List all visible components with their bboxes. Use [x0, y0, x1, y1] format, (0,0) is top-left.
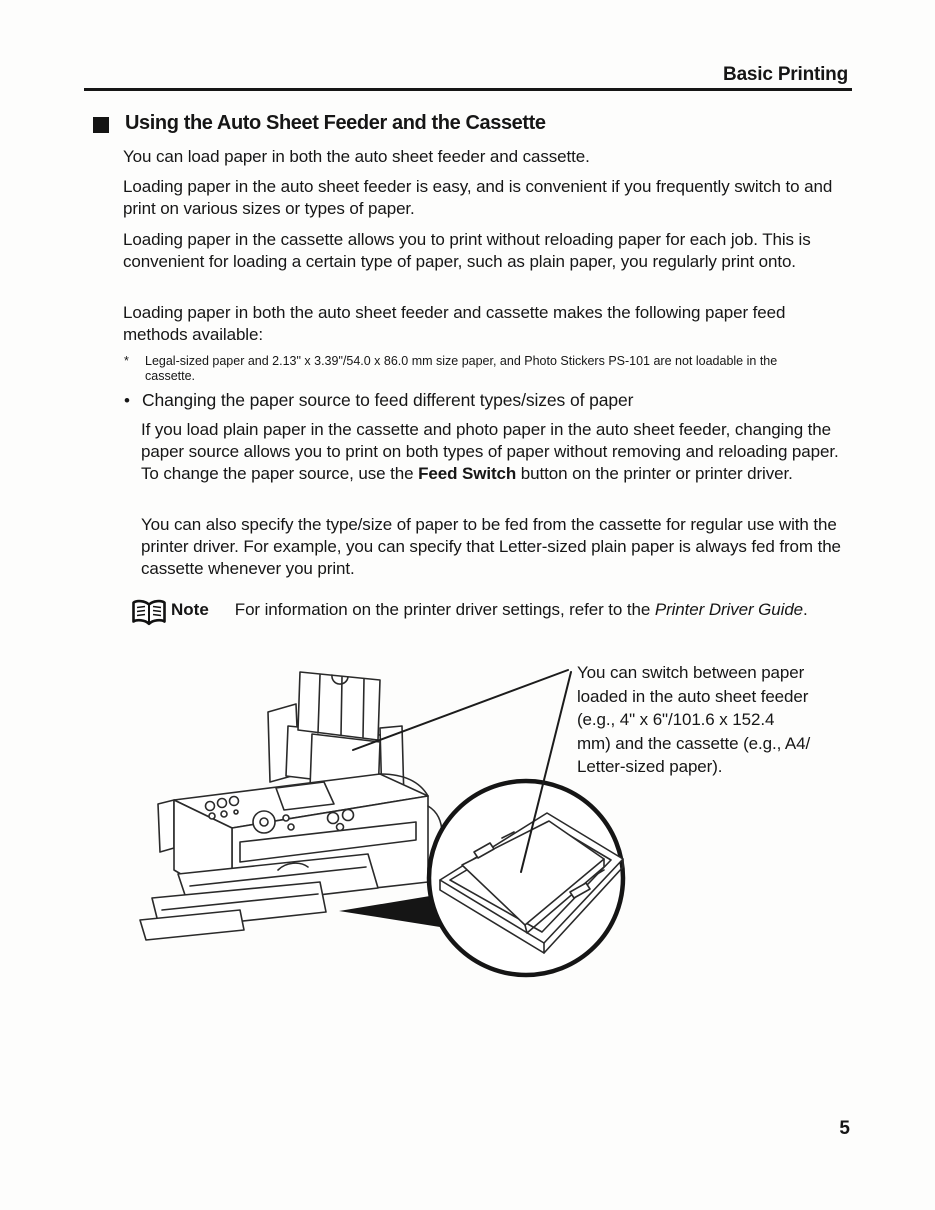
- footnote-marker: *: [124, 354, 129, 368]
- page-number: 5: [839, 1118, 850, 1139]
- section-title: Using the Auto Sheet Feeder and the Cassette: [125, 112, 546, 134]
- leader-to-feeder: [353, 670, 568, 750]
- feed-switch-bold: Feed Switch: [418, 464, 517, 483]
- note-label: Note: [171, 600, 209, 619]
- note-block: [131, 598, 835, 627]
- printer-illustration: [128, 646, 650, 996]
- footnote-text: Legal-sized paper and 2.13" x 3.39"/54.0 x 86.0 mm size paper, and Photo Stickers PS-101 are not loadable in the cassette.: [145, 354, 778, 383]
- bullet-text: Changing the paper source to feed different types/sizes of paper: [142, 390, 634, 410]
- left-wing: [158, 800, 174, 852]
- paragraph: If you load plain paper in the cassette and photo paper in the auto sheet feeder, changing the paper source allows you to print on both types of paper without removing and reloading paper. To change the paper source, use the Feed Switch button on the printer or printer driver.: [141, 420, 839, 483]
- paragraph: Loading paper in the cassette allows you to print without reloading paper for each job. This is convenient for loading a certain type of paper, such as plain paper, you regularly print onto.: [123, 230, 811, 271]
- lcd-screen: [276, 782, 334, 810]
- bullet-marker: •: [124, 391, 130, 410]
- paragraph: Loading paper in both the auto sheet feeder and cassette makes the following paper feed methods available:: [123, 303, 786, 344]
- note-text: For information on the printer driver settings, refer to the Printer Driver Guide.: [234, 600, 808, 619]
- magnifier-wedge: [339, 895, 440, 927]
- bullet-item: [124, 389, 850, 412]
- running-header: Basic Printing: [723, 64, 848, 85]
- header-rule: [84, 88, 852, 91]
- section-square-icon: [93, 117, 109, 133]
- paragraph: Loading paper in the auto sheet feeder is easy, and is convenient if you frequently switch to and print on various sizes or types of paper.: [123, 177, 833, 218]
- figure-callout: You can switch between paper loaded in the auto sheet feeder (e.g., 4" x 6"/101.6 x 152.4 mm) and the cassette (e.g., A4/ Letter-sized paper).: [577, 663, 811, 776]
- paragraph: You can also specify the type/size of paper to be fed from the cassette for regular use with the printer driver. For example, you can specify that Letter-sized plain paper is always fed from the cassette whenever you print.: [141, 515, 841, 578]
- footnote: [124, 354, 850, 384]
- open-book-icon: [131, 599, 167, 627]
- guide-title-italic: Printer Driver Guide: [654, 600, 804, 619]
- paragraph: You can load paper in both the auto sheet feeder and cassette.: [123, 147, 590, 166]
- section-heading: [93, 112, 546, 135]
